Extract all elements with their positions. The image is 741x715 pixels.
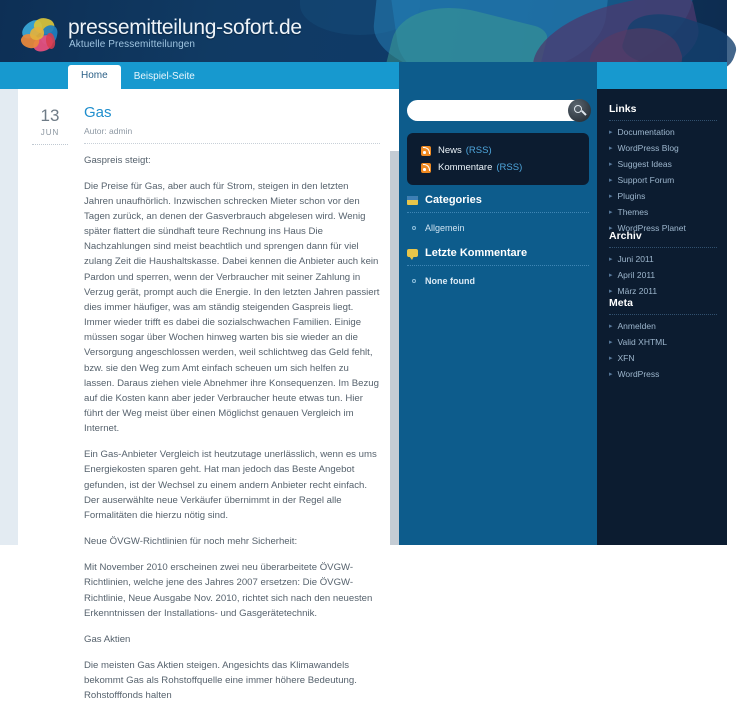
archive-item-april-2011[interactable] [609, 270, 717, 280]
widget-archiv [609, 230, 717, 296]
tab-beispiel-seite[interactable]: Beispiel-Seite [133, 71, 195, 82]
archive-label: März 2011 [617, 286, 658, 296]
widget-title: Categories [425, 194, 482, 206]
chevron-right-icon: ▸ [609, 354, 613, 362]
tab-home[interactable]: Home [68, 65, 121, 89]
site-title[interactable]: pressemitteilung-sofort.de [68, 16, 302, 39]
widget-divider [609, 247, 717, 248]
body-row [0, 89, 727, 702]
recent-comment-label: None found [425, 276, 475, 286]
chevron-right-icon: ▸ [609, 370, 613, 378]
post-paragraph: Mit November 2010 erscheinen zwei neu überarbeitete ÖVGW-Richtlinien, welche jene des Jahres 2007 ersetzen: Die ÖVGW-Richtlinie, Neue Ausgabe Nov. 2010, richtet sich nach den neuesten Erkenntnissen der Installations- und Gasgerätetechnik. [84, 562, 373, 619]
link-item-documentation[interactable] [609, 127, 717, 137]
widget-header [407, 194, 589, 206]
site-header [0, 0, 727, 62]
post-paragraph: Neue ÖVGW-Richtlinien für noch mehr Sicherheit: [84, 536, 298, 548]
post-paragraph: Gas Aktien [84, 633, 131, 645]
feed-subscription-panel [407, 133, 589, 185]
chevron-right-icon: ▸ [609, 192, 613, 200]
widget-divider [609, 314, 717, 315]
post-paragraph: Die meisten Gas Aktien steigen. Angesichts das Klimawandels bekommt Gas als Rohstoffquelle eine immer höhere Bedeutung. Rohstofffonds halten [84, 660, 357, 702]
widget-header [407, 247, 589, 259]
chevron-right-icon: ▸ [609, 144, 613, 152]
pinwheel-logo-icon[interactable] [19, 15, 59, 55]
rss-icon [421, 146, 431, 156]
post-body [84, 153, 380, 704]
widget-divider [407, 212, 589, 213]
link-item-support-forum[interactable] [609, 175, 717, 185]
chevron-right-icon: ▸ [609, 271, 613, 279]
feed-item-news[interactable] [407, 142, 589, 159]
meta-label: Valid XHTML [617, 337, 667, 347]
site-tagline: Aktuelle Pressemitteilungen [69, 39, 196, 50]
meta-label: Anmelden [617, 321, 656, 331]
search-input[interactable] [407, 100, 589, 121]
archive-item-maerz-2011[interactable] [609, 286, 717, 296]
comment-bubble-icon [407, 249, 418, 257]
nav-tab-list [68, 62, 208, 89]
primary-sidebar [399, 62, 597, 545]
bullet-icon [412, 279, 416, 283]
main-content [18, 89, 390, 702]
meta-label: XFN [617, 353, 635, 363]
link-label: Themes [617, 207, 649, 217]
widget-categories [407, 194, 589, 233]
magnifier-handle [581, 110, 586, 115]
post-header-divider [84, 143, 380, 144]
widget-meta [609, 297, 717, 379]
search-icon[interactable] [568, 99, 591, 122]
category-label: Allgemein [425, 223, 465, 233]
content-scrollbar[interactable] [390, 89, 399, 545]
feed-rss-link[interactable]: (RSS) [465, 145, 492, 156]
post-paragraph: Ein Gas-Anbieter Vergleich ist heutzutage unerlässlich, wenn es ums Energiekosten sparen geht. Hat man jedoch das Beste Angebot gefunden, ist der Wechsel zu einem andern Anbieter recht einfach. Der auserwählte neue Verkäufer übernimmt in der Regel alle Formalitäten die hierzu nötig sind. [84, 449, 377, 521]
link-label: Documentation [617, 127, 675, 137]
post-paragraph: Die Preise für Gas, aber auch für Strom, steigen in den letzten Jahren unaufhörlich. Inzwischen schrecken Mieter schon vor den Tagen zurück, an denen der Gasverbrauch abgelesen wird. Wenig später flattert die sündhaft teure Rechnung ins Haus Die Nachzahlungen sind meist beachtlich und sprengen dann für viel zulang Zeit die Haushaltskasse. Dabei kennen die Anbieter auch kein Pardon und sperren, wenn der Verbraucher mit seiner Zahlung in Verzug gerät, prompt auch die Energie. In den letzten Jahren passiert dies immer häufiger, was am ständig steigenden Gaspreis liegt. Immer wieder trifft es dabei die sozialschwachen Familien. Einige müssen sogar über Wochen hinweg warten bis sie wieder an die Versorgung angeschlossen werden, weil schlichtweg das Geld fehlt, bzw. sie den Weg zum Amt einfach scheuen um sich helfen zu lassen. Daraus ziehen viele Abnehmer ihre Konsequenzen. Im Bezug auf die Kosten kann aber jeder Verbraucher heute etwas tun. Hier führt der Weg meist über einen Möglichst genauen Vergleich im Internet. [84, 180, 380, 435]
recent-comment-item [407, 276, 589, 286]
feed-item-kommentare[interactable] [407, 159, 589, 176]
post-author: Autor: admin [84, 125, 133, 136]
chevron-right-icon: ▸ [609, 224, 613, 232]
chevron-right-icon: ▸ [609, 128, 613, 136]
link-label: WordPress Planet [617, 223, 686, 233]
search-box [407, 100, 589, 121]
post-date-divider [32, 144, 68, 145]
link-item-plugins[interactable] [609, 191, 717, 201]
widget-title: Archiv [609, 230, 642, 242]
sidebar-top-accent [597, 62, 727, 89]
widget-title: Letzte Kommentare [425, 247, 528, 259]
chevron-right-icon: ▸ [609, 176, 613, 184]
link-label: Support Forum [617, 175, 675, 185]
chevron-right-icon: ▸ [609, 160, 613, 168]
widget-links [609, 103, 717, 233]
bullet-icon [412, 226, 416, 230]
chevron-right-icon: ▸ [609, 338, 613, 346]
widget-divider [609, 120, 717, 121]
feed-rss-link[interactable]: (RSS) [496, 162, 523, 173]
widget-title: Meta [609, 297, 633, 309]
feed-label: News [438, 145, 462, 156]
category-item-allgemein[interactable] [407, 223, 589, 233]
link-label: WordPress Blog [617, 143, 679, 153]
left-gutter [0, 89, 18, 545]
link-label: Suggest Ideas [617, 159, 672, 169]
post-paragraph: Gaspreis steigt: [84, 154, 151, 166]
archive-label: Juni 2011 [617, 254, 654, 264]
post-title[interactable]: Gas [84, 104, 112, 121]
archive-item-juni-2011[interactable] [609, 254, 717, 264]
feed-label: Kommentare [438, 162, 493, 173]
widget-divider [407, 265, 589, 266]
secondary-sidebar [597, 62, 727, 545]
meta-item-wordpress[interactable] [609, 369, 717, 379]
link-item-wordpress-blog[interactable] [609, 143, 717, 153]
post-article [84, 105, 380, 715]
magnifier-glass [574, 105, 582, 113]
post-date-month: JUN [40, 128, 60, 137]
post-date-day: 13 [40, 106, 60, 125]
meta-item-valid-xhtml[interactable] [609, 337, 717, 347]
widget-title: Links [609, 103, 637, 115]
link-item-suggest-ideas[interactable] [609, 159, 717, 169]
link-item-themes[interactable] [609, 207, 717, 217]
widget-recent-comments [407, 247, 589, 286]
post-date [28, 107, 72, 145]
meta-item-xfn[interactable] [609, 353, 717, 363]
chevron-right-icon: ▸ [609, 287, 613, 295]
scrollbar-thumb[interactable] [390, 89, 399, 151]
chevron-right-icon: ▸ [609, 208, 613, 216]
link-label: Plugins [617, 191, 646, 201]
folder-icon [407, 196, 418, 205]
chevron-right-icon: ▸ [609, 322, 613, 330]
meta-label: WordPress [617, 369, 660, 379]
meta-item-anmelden[interactable] [609, 321, 717, 331]
chevron-right-icon: ▸ [609, 255, 613, 263]
rss-icon [421, 163, 431, 173]
archive-label: April 2011 [617, 270, 656, 280]
